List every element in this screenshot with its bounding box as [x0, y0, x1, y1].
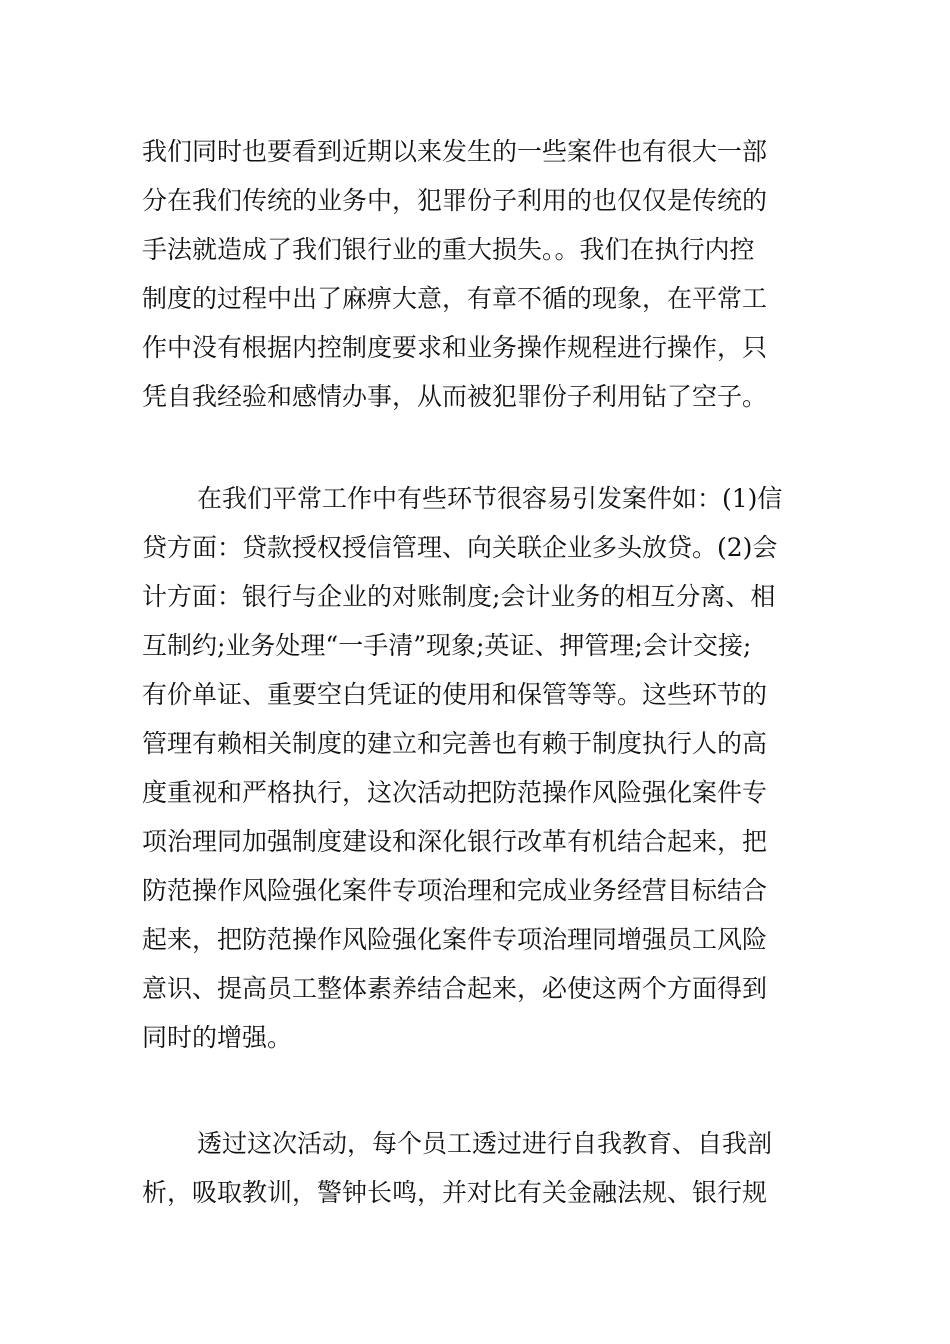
paragraph-line: 度重视和严格执行，这次活动把防范操作风险强化案件专 — [142, 778, 768, 807]
paragraph-1 — [142, 127, 817, 421]
paragraph-line: 分在我们传统的业务中，犯罪份子利用的也仅仅是传统的 — [142, 186, 768, 215]
paragraph-line: 起来，把防范操作风险强化案件专项治理同增强员工风险 — [142, 925, 768, 954]
paragraph-line: 在我们平常工作中有些环节很容易引发案件如：(1)信 — [197, 484, 783, 513]
paragraph-line: 计方面：银行与企业的对账制度;会计业务的相互分离、相 — [142, 582, 776, 611]
paragraph-line: 防范操作风险强化案件专项治理和完成业务经营目标结合 — [142, 876, 768, 905]
paragraph-line: 同时的增强。 — [142, 1023, 293, 1052]
paragraph-line: 手法就造成了我们银行业的重大损失。。我们在执行内控 — [142, 235, 755, 264]
paragraph-line: 我们同时也要看到近期以来发生的一些案件也有很大一部 — [142, 137, 768, 166]
paragraph-line: 贷方面：贷款授权授信管理、向关联企业多头放贷。(2)会 — [142, 533, 778, 562]
paragraph-line: 作中没有根据内控制度要求和业务操作规程进行操作，只 — [142, 333, 768, 362]
paragraph-3 — [142, 1119, 817, 1217]
paragraph-line: 项治理同加强制度建设和深化银行改革有机结合起来，把 — [142, 827, 768, 856]
paragraph-line: 制度的过程中出了麻痹大意，有章不循的现象，在平常工 — [142, 284, 768, 313]
paragraph-line: 意识、提高员工整体素养结合起来，必使这两个方面得到 — [142, 974, 768, 1003]
paragraph-line: 析，吸取教训，警钟长鸣，并对比有关金融法规、银行规 — [142, 1178, 768, 1207]
paragraph-line: 互制约;业务处理“一手清”现象;英证、押管理;会计交接; — [142, 631, 752, 660]
paragraph-line: 透过这次活动，每个员工透过进行自我教育、自我剖 — [197, 1129, 773, 1158]
paragraph-line: 凭自我经验和感情办事，从而被犯罪份子利用钻了空子。 — [142, 382, 768, 411]
paragraph-line: 有价单证、重要空白凭证的使用和保管等等。这些环节的 — [142, 680, 768, 709]
paragraph-line: 管理有赖相关制度的建立和完善也有赖于制度执行人的高 — [142, 729, 768, 758]
paragraph-2 — [142, 474, 817, 1062]
